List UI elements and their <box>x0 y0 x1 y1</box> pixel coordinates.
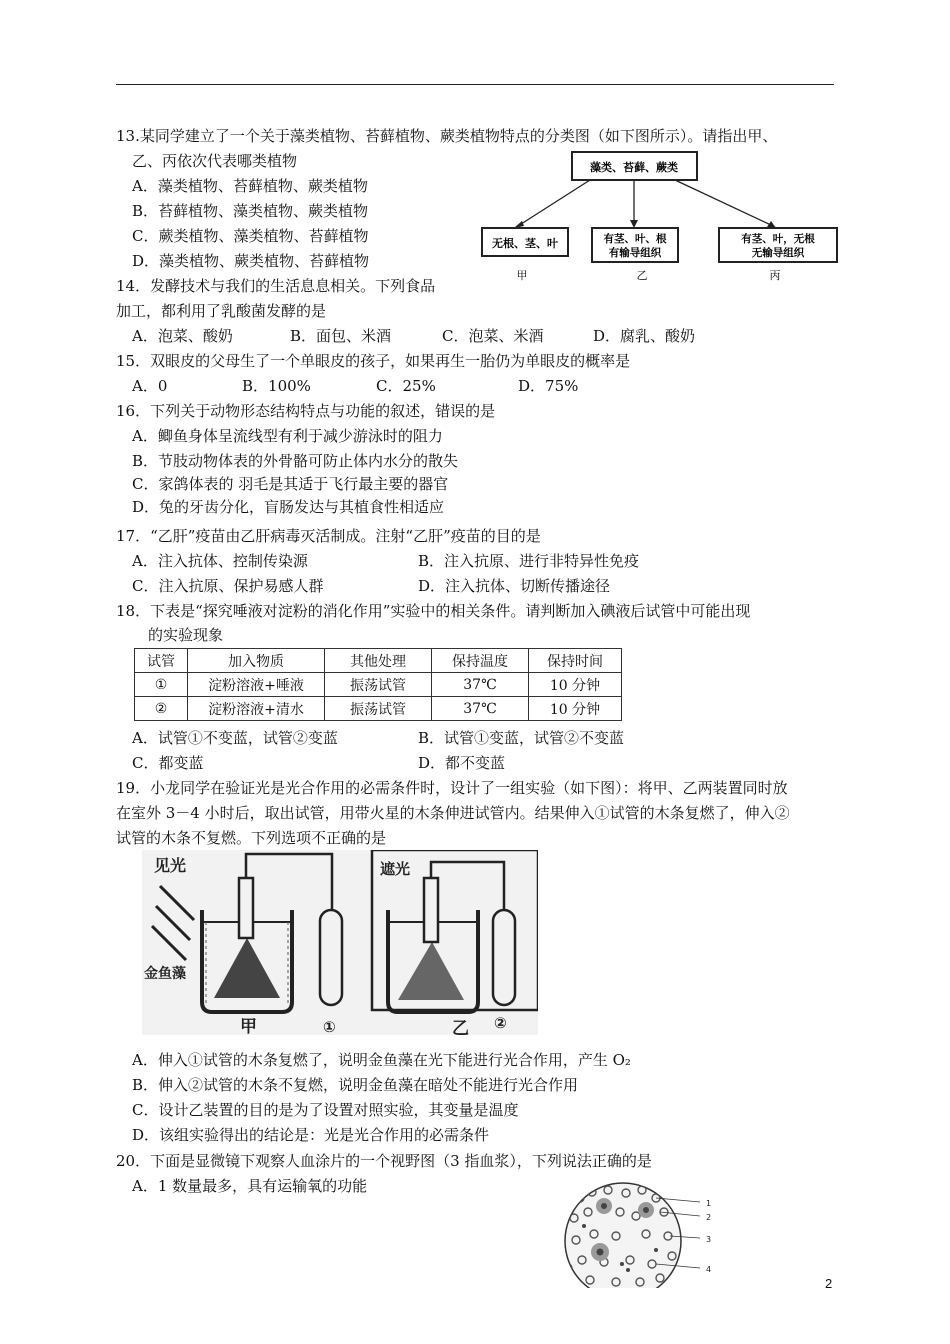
caption-jia: 甲 <box>240 1017 257 1035</box>
header-rule <box>116 84 834 85</box>
table-header-cell: 加入物质 <box>188 649 325 673</box>
tube-label-2: ② <box>494 1014 507 1032</box>
table-cell: 淀粉溶液+清水 <box>188 697 325 721</box>
q16-option-c: C．家鸽体表的 羽毛是其适于飞行最主要的器官 <box>132 475 449 493</box>
table-cell: ② <box>135 697 188 721</box>
q13-stem-1: 13.某同学建立了一个关于藻类植物、苔藓植物、蕨类植物特点的分类图（如下图所示）。请指出甲、 <box>116 127 778 145</box>
q18-stem-2: 的实验现象 <box>148 626 224 644</box>
q17-stem: 17．“乙肝”疫苗由乙肝病毒灭活制成。注射“乙肝”疫苗的目的是 <box>116 527 541 545</box>
smear-label-1: 1 <box>706 1199 712 1208</box>
table-header-row <box>135 649 622 673</box>
q20-option-a: A．1 数量最多，具有运输氧的功能 <box>132 1177 368 1195</box>
q14-option-b: B．面包、米酒 <box>290 327 392 345</box>
q19-stem-2: 在室外 3－4 小时后，取出试管，用带火星的木条伸进试管内。结果伸入①试管的木条复燃了，伸入② <box>116 804 790 822</box>
table-cell: 振荡试管 <box>325 673 432 697</box>
q15-option-d: D．75% <box>518 377 579 395</box>
diagram-right-box-line2: 无输导组织 <box>751 247 805 259</box>
q15-stem: 15．双眼皮的父母生了一个单眼皮的孩子，如果再生一胎仍为单眼皮的概率是 <box>116 352 631 370</box>
q13-option-c: C．蕨类植物、藻类植物、苔藓植物 <box>132 227 369 245</box>
table-header-cell: 其他处理 <box>325 649 432 673</box>
diagram-mid-box-line2: 有输导组织 <box>608 247 662 259</box>
diagram-label-jia: 甲 <box>516 269 528 282</box>
q18-option-b: B．试管①变蓝，试管②不变蓝 <box>418 729 625 747</box>
smear-label-2: 2 <box>706 1213 712 1222</box>
q16-option-b: B．节肢动物体表的外骨骼可防止体内水分的散失 <box>132 452 459 470</box>
q14-stem-1: 14．发酵技术与我们的生活息息相关。下列食品 <box>116 277 436 295</box>
q19-option-a: A．伸入①试管的木条复燃了，说明金鱼藻在光下能进行光合作用，产生 O₂ <box>132 1051 631 1069</box>
page-number: 2 <box>825 1276 833 1291</box>
q13-option-a: A．藻类植物、苔藓植物、蕨类植物 <box>132 177 368 195</box>
q19-option-d: D．该组实验得出的结论是：光是光合作用的必需条件 <box>132 1126 490 1144</box>
q19-option-c: C．设计乙装置的目的是为了设置对照实验，其变量是温度 <box>132 1101 519 1119</box>
q18-stem-1: 18．下表是“探究唾液对淀粉的消化作用”实验中的相关条件。请判断加入碘液后试管中可能出现 <box>116 602 751 620</box>
q13-option-b: B．苔藓植物、藻类植物、蕨类植物 <box>132 202 369 220</box>
q17-option-b: B．注入抗原、进行非特异性免疫 <box>418 552 640 570</box>
q19-stem-3: 试管的木条不复燃。下列选项不正确的是 <box>116 829 387 847</box>
q20-blood-smear-figure <box>560 1178 730 1288</box>
q20-stem: 20．下面是显微镜下观察人血涂片的一个视野图（3 指血浆），下列说法正确的是 <box>116 1152 652 1170</box>
caption-yi: 乙 <box>452 1019 469 1035</box>
table-cell: 37℃ <box>432 673 529 697</box>
table-header-cell: 保持温度 <box>432 649 529 673</box>
smear-label-4: 4 <box>706 1265 712 1274</box>
diagram-right-box-line1: 有茎、叶，无根 <box>741 233 815 245</box>
q15-option-c: C．25% <box>376 377 436 395</box>
q14-option-c: C．泡菜、米酒 <box>442 327 544 345</box>
q16-option-a: A．鲫鱼身体呈流线型有利于减少游泳时的阻力 <box>132 427 443 445</box>
label-plant: 金鱼藻 <box>144 966 186 982</box>
q19-option-b: B．伸入②试管的木条不复燃，说明金鱼藻在暗处不能进行光合作用 <box>132 1076 579 1094</box>
table-cell: ① <box>135 673 188 697</box>
q14-stem-2: 加工，都利用了乳酸菌发酵的是 <box>116 302 327 320</box>
diagram-mid-box-line1: 有茎、叶、根 <box>603 233 667 245</box>
table-row <box>135 673 622 697</box>
q18-option-d: D．都不变蓝 <box>418 754 506 772</box>
q19-experiment-figure <box>142 850 538 1035</box>
q13-option-d: D．藻类植物、蕨类植物、苔藓植物 <box>132 252 370 270</box>
table-cell: 淀粉溶液+唾液 <box>188 673 325 697</box>
diagram-root-label: 藻类、苔藓、蕨类 <box>590 161 678 174</box>
table-cell: 37℃ <box>432 697 529 721</box>
table-header-cell: 试管 <box>135 649 188 673</box>
table-cell: 振荡试管 <box>325 697 432 721</box>
table-header-cell: 保持时间 <box>529 649 622 673</box>
tube-label-1: ① <box>323 1018 336 1035</box>
q15-option-a: A．0 <box>132 377 168 395</box>
table-cell: 10 分钟 <box>529 673 622 697</box>
q14-option-d: D．腐乳、酸奶 <box>593 327 696 345</box>
q17-option-d: D．注入抗体、切断传播途径 <box>418 577 611 595</box>
experiment-conditions-table <box>134 648 622 721</box>
table-row <box>135 697 622 721</box>
q17-option-c: C．注入抗原、保护易感人群 <box>132 577 324 595</box>
q18-option-c: C．都变蓝 <box>132 754 204 772</box>
label-dark: 遮光 <box>380 860 411 878</box>
q15-option-b: B．100% <box>242 377 311 395</box>
diagram-label-bing: 丙 <box>769 269 781 282</box>
q14-option-a: A．泡菜、酸奶 <box>132 327 233 345</box>
q19-stem-1: 19．小龙同学在验证光是光合作用的必需条件时，设计了一组实验（如下图）：将甲、乙两装置同时放 <box>116 779 788 797</box>
q18-option-a: A．试管①不变蓝，试管②变蓝 <box>132 729 338 747</box>
q16-option-d: D．兔的牙齿分化，盲肠发达与其植食性相适应 <box>132 498 445 516</box>
diagram-left-box: 无根、茎、叶 <box>492 237 558 250</box>
q17-option-a: A．注入抗体、控制传染源 <box>132 552 308 570</box>
smear-label-3: 3 <box>706 1235 712 1244</box>
table-cell: 10 分钟 <box>529 697 622 721</box>
label-light: 见光 <box>154 856 187 875</box>
diagram-label-yi: 乙 <box>636 269 648 282</box>
q16-stem: 16．下列关于动物形态结构特点与功能的叙述，错误的是 <box>116 402 496 420</box>
q13-classification-diagram <box>470 148 850 288</box>
q13-stem-2: 乙、丙依次代表哪类植物 <box>132 152 298 170</box>
